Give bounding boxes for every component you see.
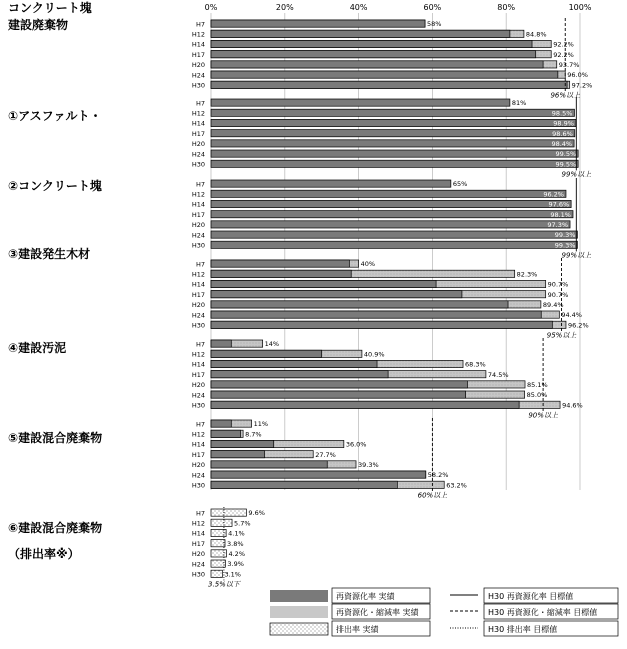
x-tick-label: 60%: [423, 3, 442, 12]
year-label: H30: [191, 481, 205, 490]
year-label: H14: [191, 40, 205, 49]
recycle-bar: [211, 381, 467, 388]
recycle-bar: [211, 20, 425, 27]
bar-group: [192, 20, 592, 90]
value-label: 14%: [264, 340, 280, 349]
value-label: 97.3%: [547, 221, 569, 229]
value-label: 9.6%: [248, 509, 265, 518]
target-label: 99%以上: [561, 170, 592, 179]
value-label: 85.0%: [526, 391, 548, 400]
year-label: H7: [195, 260, 205, 269]
recycle-bar: [211, 451, 265, 458]
value-label: 58%: [427, 20, 442, 29]
value-label: 40%: [360, 260, 376, 269]
bar-group: [192, 99, 578, 169]
recycle-bar: [211, 190, 566, 197]
recycle-bar: [211, 150, 578, 157]
year-label: H30: [191, 81, 205, 90]
value-label: 27.7%: [315, 450, 336, 459]
target-label: 95%以上: [546, 331, 577, 340]
recycle-bar: [211, 30, 510, 37]
year-label: H12: [191, 30, 205, 39]
legend-label: H30 再資源化率 目標値: [488, 592, 574, 601]
x-tick-label: 20%: [275, 3, 294, 12]
recycle-bar: [211, 140, 574, 147]
value-label: 3.8%: [227, 539, 244, 548]
value-label: 98.9%: [553, 119, 574, 128]
recycle-bar: [211, 241, 577, 248]
value-label: 3.9%: [227, 560, 244, 569]
year-label: H20: [191, 61, 205, 70]
recycle-bar: [211, 301, 508, 308]
recycle-bar: [211, 321, 552, 328]
year-label: H24: [191, 150, 205, 159]
value-label: 98.6%: [552, 129, 573, 138]
recycle-bar: [211, 471, 426, 478]
recycle-bar: [211, 391, 466, 398]
year-label: H7: [195, 340, 205, 349]
value-label: 90.7%: [547, 290, 569, 299]
year-label: H12: [191, 109, 205, 118]
category-label: ⑥建設混合廃棄物: [8, 521, 103, 535]
value-label: 8.7%: [245, 430, 262, 439]
year-label: H30: [191, 160, 205, 169]
legend-swatch: [270, 590, 328, 602]
value-label: 36.0%: [345, 440, 367, 449]
target-label: 99%以上: [561, 251, 592, 260]
category-label: ①アスファルト・: [8, 109, 102, 123]
year-label: H12: [191, 430, 205, 439]
year-label: H17: [191, 210, 205, 219]
recycle-bar: [211, 440, 274, 447]
year-label: H24: [191, 560, 205, 569]
value-label: 68.3%: [465, 360, 486, 369]
recycle-bar: [211, 420, 231, 427]
year-label: H7: [195, 509, 205, 518]
target-label: 60%以上: [417, 491, 448, 500]
value-label: 99.5%: [555, 150, 577, 159]
year-label: H14: [191, 119, 205, 128]
year-label: H20: [191, 461, 205, 470]
discharge-bar: [211, 519, 232, 526]
value-label: 96.2%: [567, 321, 589, 330]
year-label: H12: [191, 519, 205, 528]
recycle-bar: [211, 461, 327, 468]
recycle-bar: [211, 401, 519, 408]
value-label: 3.1%: [224, 570, 241, 579]
value-label: 97.6%: [548, 200, 570, 209]
category-label: ③建設発生木材: [8, 247, 91, 261]
recycle-bar: [211, 371, 388, 378]
value-label: 98.5%: [551, 109, 573, 118]
recycle-bar: [211, 81, 567, 88]
legend-label: 再資源化率 実績: [336, 592, 395, 601]
value-label: 99.3%: [554, 241, 576, 250]
recycle-bar: [211, 360, 377, 367]
value-label: 4.2%: [228, 550, 246, 558]
value-label: 96.2%: [543, 190, 564, 199]
year-label: H17: [191, 450, 205, 459]
year-label: H20: [191, 550, 205, 559]
year-label: H14: [191, 440, 205, 449]
value-label: 4.1%: [228, 529, 245, 538]
recycle-bar: [211, 270, 351, 277]
value-label: 98.1%: [550, 210, 571, 219]
value-label: 63.2%: [446, 481, 467, 490]
year-label: H17: [191, 539, 205, 548]
year-label: H30: [191, 570, 205, 579]
value-label: 40.9%: [363, 350, 385, 359]
value-label: 97.2%: [571, 81, 593, 90]
bar-group: [192, 260, 589, 330]
year-label: H12: [191, 190, 205, 199]
category-label: ④建設汚泥: [8, 341, 67, 355]
recycle-bar: [211, 221, 570, 228]
target-label: 96%以上: [550, 91, 581, 100]
value-label: 90.7%: [547, 280, 569, 289]
recycle-bar: [211, 350, 322, 357]
recycle-bar: [211, 311, 541, 318]
bar-group: [192, 420, 467, 490]
x-tick-label: 40%: [349, 3, 368, 12]
recycle-bar: [211, 340, 231, 347]
recycle-bar: [211, 231, 577, 238]
legend-label: H30 排出率 目標値: [488, 625, 558, 634]
recycle-bar: [211, 160, 578, 167]
legend: [270, 588, 618, 636]
discharge-bar: [211, 570, 222, 577]
year-label: H12: [191, 270, 205, 279]
value-label: 84.8%: [525, 30, 547, 39]
year-label: H20: [191, 381, 205, 390]
target-label: 3.5%以下: [208, 580, 240, 589]
recycle-bar: [211, 200, 571, 207]
recycle-bar: [211, 280, 436, 287]
value-label: 92.2%: [553, 50, 574, 59]
x-tick-label: 100%: [568, 3, 592, 12]
legend-swatch: [270, 623, 328, 635]
discharge-bar: [211, 550, 226, 557]
year-label: H14: [191, 360, 205, 369]
x-tick-label: 80%: [497, 3, 516, 12]
recycle-bar: [211, 430, 241, 437]
year-label: H24: [191, 391, 205, 400]
value-label: 85.1%: [527, 381, 548, 389]
legend-label: 排出率 実績: [336, 625, 379, 634]
discharge-bar: [211, 509, 246, 516]
value-label: 89.4%: [542, 301, 564, 309]
recycle-bar: [211, 71, 558, 78]
target-label: 90%以上: [528, 411, 558, 420]
recycle-bar: [211, 481, 397, 488]
value-label: 5.7%: [234, 519, 251, 528]
year-label: H14: [191, 529, 205, 538]
bar-group: [192, 509, 265, 579]
value-label: 58.2%: [427, 471, 449, 480]
category-label: ⑤建設混合廃棄物: [8, 431, 103, 445]
recycle-bar: [211, 180, 451, 187]
category-label: ②コンクリート塊: [8, 179, 102, 193]
year-label: H24: [191, 311, 205, 320]
value-label: 74.5%: [487, 370, 509, 379]
year-label: H7: [195, 20, 205, 29]
year-label: H20: [191, 221, 205, 230]
recycle-bar: [211, 61, 543, 68]
value-label: 39.3%: [358, 461, 379, 469]
value-label: 94.4%: [561, 311, 582, 320]
year-label: H17: [191, 50, 205, 59]
recycle-bar: [211, 99, 510, 106]
recycle-bar: [211, 291, 462, 298]
category-sub-label: （排出率※）: [8, 547, 80, 561]
year-label: H7: [195, 99, 205, 108]
recycle-bar: [211, 260, 349, 267]
year-label: H17: [191, 129, 205, 138]
recycle-bar: [211, 40, 532, 47]
year-label: H24: [191, 231, 205, 240]
value-label: 11%: [253, 420, 269, 429]
year-label: H14: [191, 200, 205, 209]
year-label: H24: [191, 71, 205, 80]
value-label: 96.0%: [567, 71, 588, 80]
value-label: 92.2%: [553, 40, 574, 49]
discharge-bar: [211, 540, 225, 547]
value-label: 99.3%: [554, 231, 576, 240]
recycle-bar: [211, 109, 574, 116]
year-label: H30: [191, 321, 205, 330]
category-label: 建設廃棄物: [8, 18, 69, 32]
recycle-bar: [211, 119, 576, 126]
legend-label: 再資源化・縮減率 実績: [336, 608, 419, 617]
value-label: 98.4%: [551, 140, 573, 148]
recycle-bar: [211, 130, 575, 137]
recycle-bar: [211, 51, 536, 58]
year-label: H17: [191, 290, 205, 299]
year-label: H12: [191, 350, 205, 359]
bars: [192, 20, 592, 579]
legend-swatch: [270, 606, 328, 618]
bar-group: [192, 180, 578, 250]
x-axis-ticks: [205, 3, 592, 12]
year-label: H30: [191, 241, 205, 250]
recycle-bar: [211, 211, 573, 218]
value-label: 65%: [452, 180, 468, 189]
year-label: H14: [191, 280, 205, 289]
value-label: 81%: [511, 99, 527, 108]
legend-label: H30 再資源化・縮減率 目標値: [488, 608, 598, 617]
year-label: H24: [191, 471, 205, 480]
year-label: H30: [191, 401, 205, 410]
year-label: H20: [191, 301, 205, 310]
year-label: H7: [195, 420, 205, 429]
category-label: コンクリート塊: [8, 1, 92, 15]
year-label: H17: [191, 370, 205, 379]
x-tick-label: 0%: [204, 3, 218, 12]
discharge-bar: [211, 560, 225, 567]
value-label: 99.5%: [555, 160, 577, 169]
value-label: 94.6%: [562, 401, 583, 410]
value-label: 93.7%: [558, 61, 580, 69]
year-label: H7: [195, 180, 205, 189]
value-label: 82.3%: [516, 270, 538, 279]
year-label: H20: [191, 140, 205, 149]
bar-group: [192, 340, 583, 410]
